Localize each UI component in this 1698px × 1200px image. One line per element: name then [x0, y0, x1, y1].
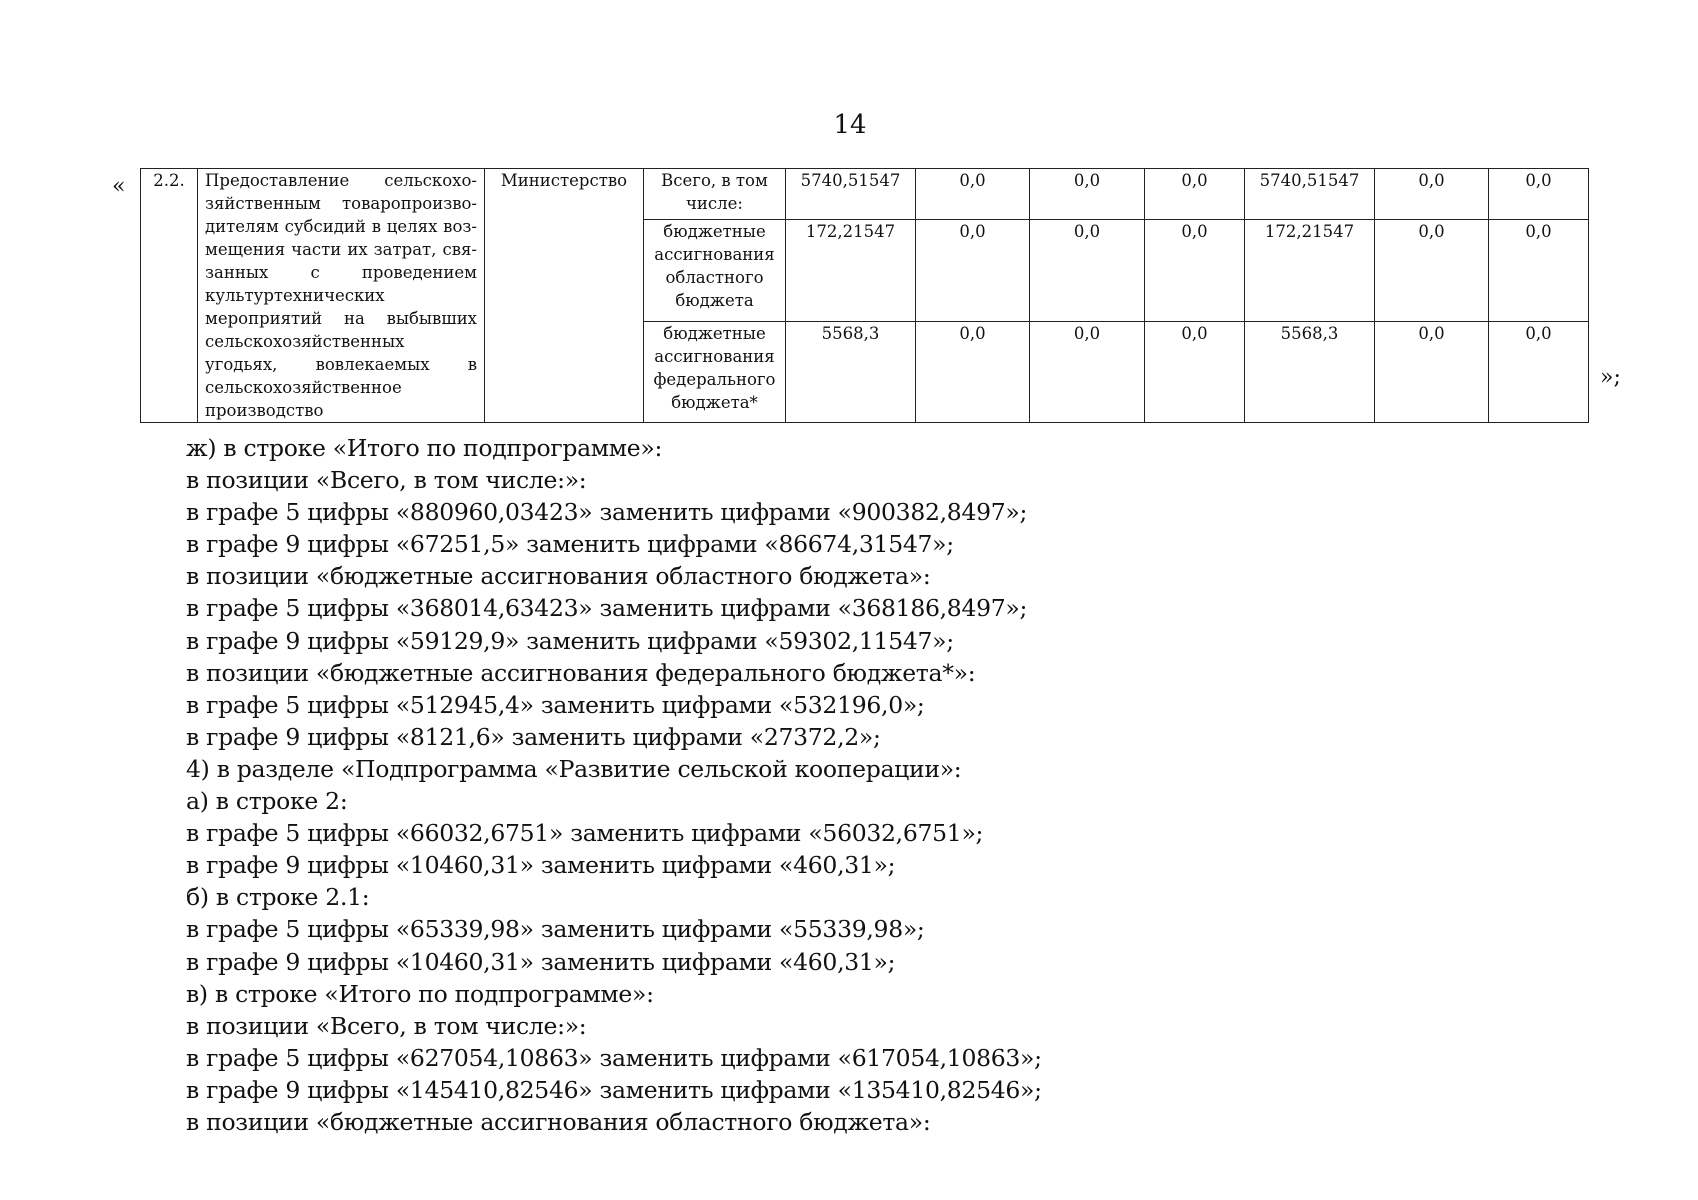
table-cell: 0,0 [1489, 169, 1589, 220]
table-cell: 5740,51547 [1245, 169, 1375, 220]
text-line: 4) в разделе «Подпрограмма «Развитие сельской кооперации»: [186, 754, 962, 783]
text-line: в графе 9 цифры «145410,82546» заменить цифрами «135410,82546»; [186, 1075, 1042, 1104]
table-cell: 0,0 [1145, 321, 1245, 422]
text-line: в графе 5 цифры «66032,6751» заменить цифрами «56032,6751»; [186, 819, 984, 848]
table-cell: 0,0 [1030, 321, 1145, 422]
executor: Министерство [485, 169, 644, 423]
table-cell: 0,0 [1030, 169, 1145, 220]
closing-quote: »; [1600, 365, 1621, 390]
text-line: ж) в строке «Итого по подпрограмме»: [186, 434, 663, 462]
table-cell: 172,21547 [1245, 220, 1375, 321]
text-line: в графе 9 цифры «10460,31» заменить цифрами «460,31»; [186, 851, 896, 880]
table-cell: 5568,3 [1245, 321, 1375, 422]
table-cell: 0,0 [1030, 220, 1145, 321]
opening-quote: « [112, 174, 126, 199]
funding-source: бюджетные ассигнования федерального бюджета* [644, 321, 786, 422]
text-line: в позиции «бюджетные ассигнования областного бюджета»: [186, 562, 931, 591]
table-cell: 0,0 [1375, 169, 1489, 220]
text-line: в) в строке «Итого по подпрограмме»: [186, 979, 654, 1008]
text-line: в графе 5 цифры «627054,10863» заменить цифрами «617054,10863»; [186, 1043, 1042, 1072]
table-cell: 0,0 [1489, 220, 1589, 321]
text-line: в позиции «Всего, в том числе:»: [186, 466, 587, 495]
funding-source: бюджетные ассигнования областного бюджета [644, 220, 786, 321]
table-cell: 0,0 [1375, 321, 1489, 422]
table-cell: 0,0 [1145, 220, 1245, 321]
table-row [141, 169, 1589, 220]
text-line: в графе 5 цифры «368014,63423» заменить цифрами «368186,8497»; [186, 594, 1028, 623]
table-cell: 0,0 [916, 220, 1030, 321]
text-line: б) в строке 2.1: [186, 883, 370, 912]
text-line: в графе 9 цифры «59129,9» заменить цифрами «59302,11547»; [186, 626, 954, 655]
table-cell: 5568,3 [786, 321, 916, 422]
table-cell: 0,0 [1375, 220, 1489, 321]
budget-table [140, 168, 1589, 423]
table-cell: 0,0 [916, 169, 1030, 220]
page-number: 14 [833, 110, 867, 140]
text-line: в позиции «Всего, в том числе:»: [186, 1011, 587, 1040]
table-cell: 0,0 [916, 321, 1030, 422]
text-line: а) в строке 2: [186, 787, 348, 816]
text-line: в графе 5 цифры «880960,03423» заменить цифрами «900382,8497»; [186, 498, 1028, 527]
table-cell: 0,0 [1145, 169, 1245, 220]
measure-description: Предоставление сельскохозяйственным товаропроизводителям субсидий в целях возмещения части их затрат, связанных с проведением культуртехнических мероприятий на выбывших сельскохозяйственных угодьях, вовлекаемых в сельскохозяйственное производство [198, 169, 485, 423]
text-line: в графе 9 цифры «10460,31» заменить цифрами «460,31»; [186, 947, 896, 976]
text-line: в графе 9 цифры «67251,5» заменить цифрами «86674,31547»; [186, 530, 954, 559]
table-cell: 0,0 [1489, 321, 1589, 422]
text-line: в графе 5 цифры «512945,4» заменить цифрами «532196,0»; [186, 690, 925, 719]
funding-source: Всего, в том числе: [644, 169, 786, 220]
text-line: в позиции «бюджетные ассигнования федерального бюджета*»: [186, 658, 976, 687]
text-line: в позиции «бюджетные ассигнования областного бюджета»: [186, 1107, 931, 1136]
table-cell: 172,21547 [786, 220, 916, 321]
row-number: 2.2. [141, 169, 198, 423]
text-line: в графе 5 цифры «65339,98» заменить цифрами «55339,98»; [186, 915, 925, 944]
table-cell: 5740,51547 [786, 169, 916, 220]
amendment-text [186, 432, 1606, 1138]
text-line: в графе 9 цифры «8121,6» заменить цифрами «27372,2»; [186, 722, 881, 751]
